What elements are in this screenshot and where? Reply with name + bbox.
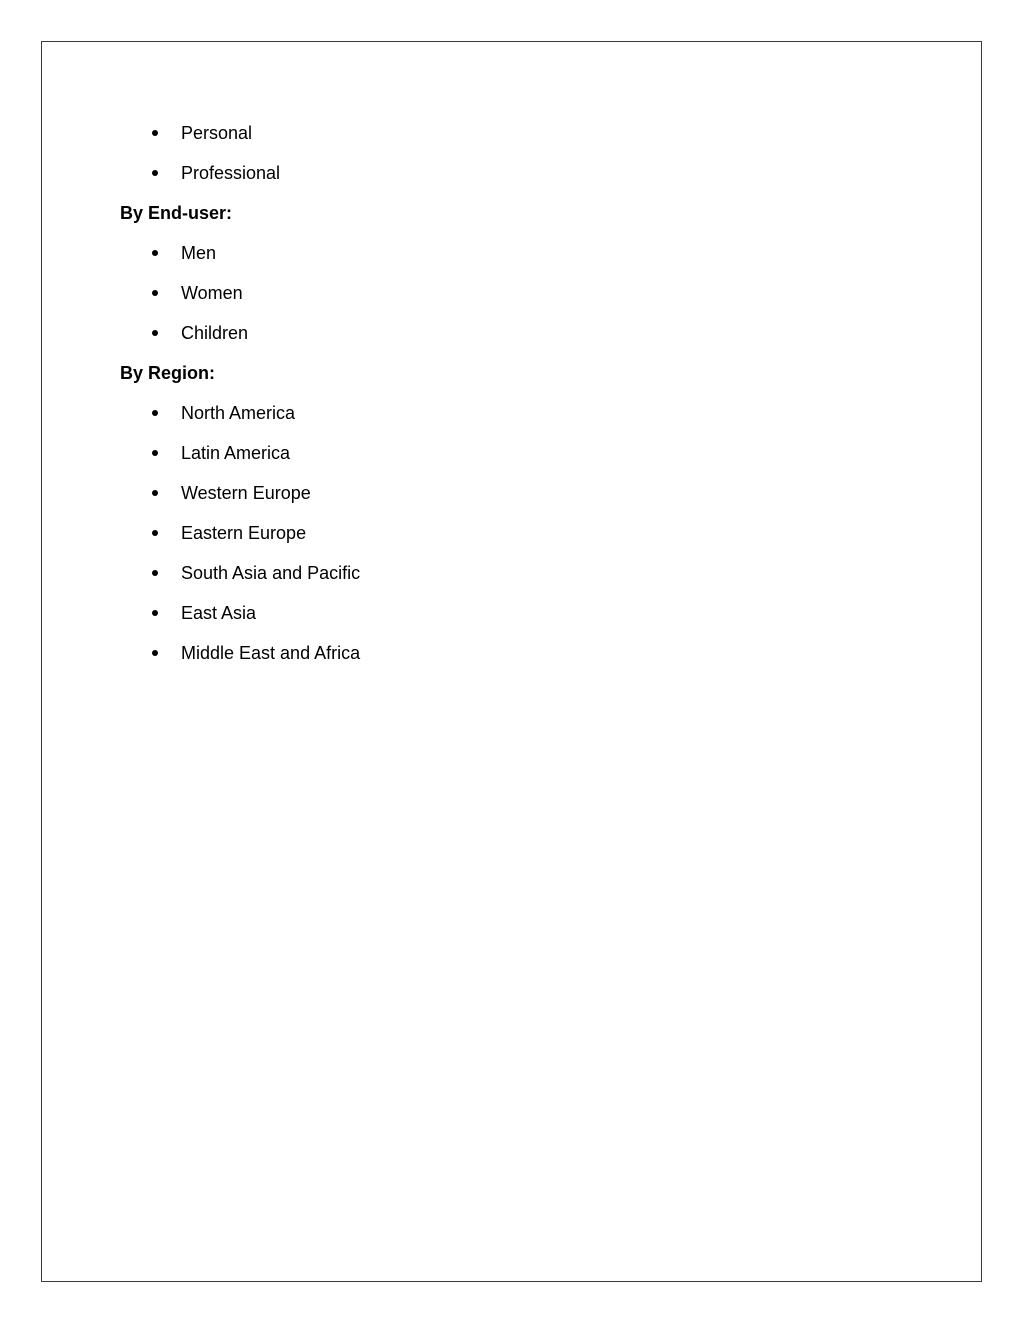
list-item [120,560,920,600]
document-content [120,120,920,680]
list-item-label: Professional [181,163,281,183]
end-user-heading: By End-user: [120,203,233,223]
region-heading: By Region: [120,363,216,383]
bullet-icon [152,330,158,336]
bullet-icon [152,610,158,616]
bullet-icon [152,490,158,496]
list-item-label: North America [181,403,296,423]
list-item-label: Middle East and Africa [181,643,361,663]
list-item [120,480,920,520]
bullet-icon [152,410,158,416]
list-item [120,320,920,360]
region-list [120,400,920,680]
bullet-icon [152,650,158,656]
list-item-label: Women [181,283,243,303]
list-item-label: Men [181,243,217,263]
bullet-icon [152,130,158,136]
list-item [120,280,920,320]
list-item-label: Eastern Europe [181,523,307,543]
bullet-icon [152,250,158,256]
list-item [120,600,920,640]
list-item [120,400,920,440]
list-item-label: Western Europe [181,483,311,503]
type-list [120,120,920,200]
bullet-icon [152,570,158,576]
list-item [120,640,920,680]
list-item [120,160,920,200]
bullet-icon [152,530,158,536]
list-item-label: Children [181,323,249,343]
list-item-label: East Asia [181,603,257,623]
list-item [120,120,920,160]
list-item [120,240,920,280]
list-item [120,520,920,560]
list-item-label: South Asia and Pacific [181,563,361,583]
bullet-icon [152,290,158,296]
list-item-label: Latin America [181,443,291,463]
end-user-list [120,240,920,360]
list-item-label: Personal [181,123,253,143]
list-item [120,440,920,480]
bullet-icon [152,450,158,456]
bullet-icon [152,170,158,176]
